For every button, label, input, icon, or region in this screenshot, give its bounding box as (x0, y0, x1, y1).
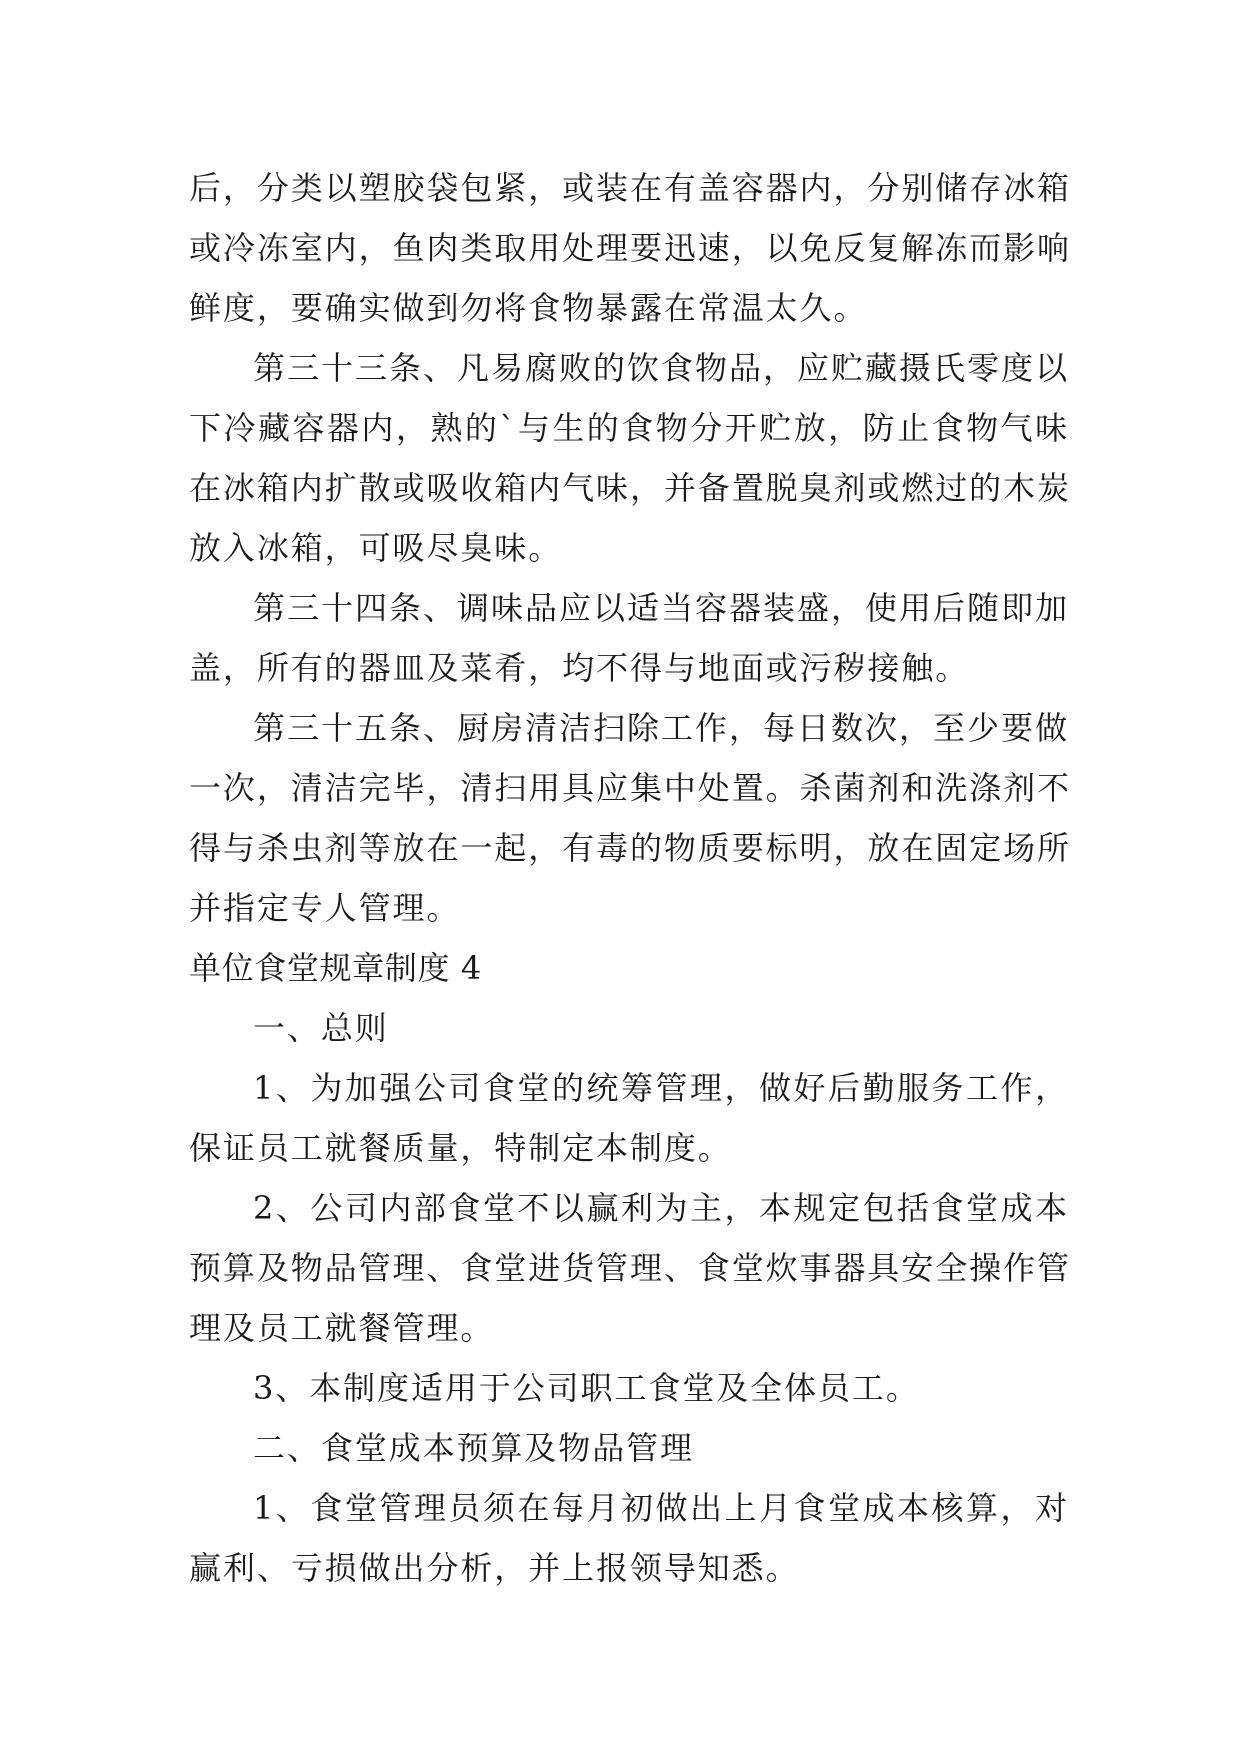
text-line: 盖，所有的器皿及菜肴，均不得与地面或污秽接触。 (189, 649, 970, 687)
clause-line: 3、本制度适用于公司职工食堂及全体员工。 (253, 1369, 920, 1407)
text-line: 后，分类以塑胶袋包紧，或装在有盖容器内，分别储存冰箱 (189, 169, 1071, 207)
article-33-line: 第三十三条、凡易腐败的饮食物品，应贮藏摄氏零度以 (253, 349, 1069, 387)
chapter-heading-cost: 二、食堂成本预算及物品管理 (253, 1429, 694, 1467)
section-title: 单位食堂规章制度 4 (189, 949, 482, 987)
text-line: 在冰箱内扩散或吸收箱内气味，并备置脱臭剂或燃过的木炭 (189, 469, 1071, 507)
text-line: 鲜度，要确实做到勿将食物暴露在常温太久。 (189, 289, 868, 327)
text-line: 理及员工就餐管理。 (189, 1309, 495, 1347)
document-body (189, 158, 1069, 1598)
text-line: 并指定专人管理。 (189, 889, 461, 927)
clause-line: 2、公司内部食堂不以赢利为主，本规定包括食堂成本 (253, 1189, 1069, 1227)
text-line: 放入冰箱，可吸尽臭味。 (189, 529, 563, 567)
article-34-line: 第三十四条、调味品应以适当容器装盛，使用后随即加 (253, 589, 1069, 627)
text-line: 一次，清洁完毕，清扫用具应集中处置。杀菌剂和洗涤剂不 (189, 769, 1071, 807)
clause-line: 1、食堂管理员须在每月初做出上月食堂成本核算，对 (253, 1489, 1069, 1527)
text-line: 或冷冻室内，鱼肉类取用处理要迅速，以免反复解冻而影响 (189, 229, 1071, 267)
text-line: 下冷藏容器内，熟的`与生的食物分开贮放，防止食物气味 (189, 409, 1069, 447)
text-line: 保证员工就餐质量，特制定本制度。 (189, 1129, 732, 1167)
text-line: 得与杀虫剂等放在一起，有毒的物质要标明，放在固定场所 (189, 829, 1071, 867)
text-line: 预算及物品管理、食堂进货管理、食堂炊事器具安全操作管 (189, 1249, 1071, 1287)
article-35-line: 第三十五条、厨房清洁扫除工作，每日数次，至少要做 (253, 709, 1069, 747)
clause-line: 1、为加强公司食堂的统筹管理，做好后勤服务工作， (253, 1069, 1069, 1107)
text-line: 赢利、亏损做出分析，并上报领导知悉。 (189, 1549, 800, 1587)
chapter-heading-general: 一、总则 (253, 1009, 389, 1047)
